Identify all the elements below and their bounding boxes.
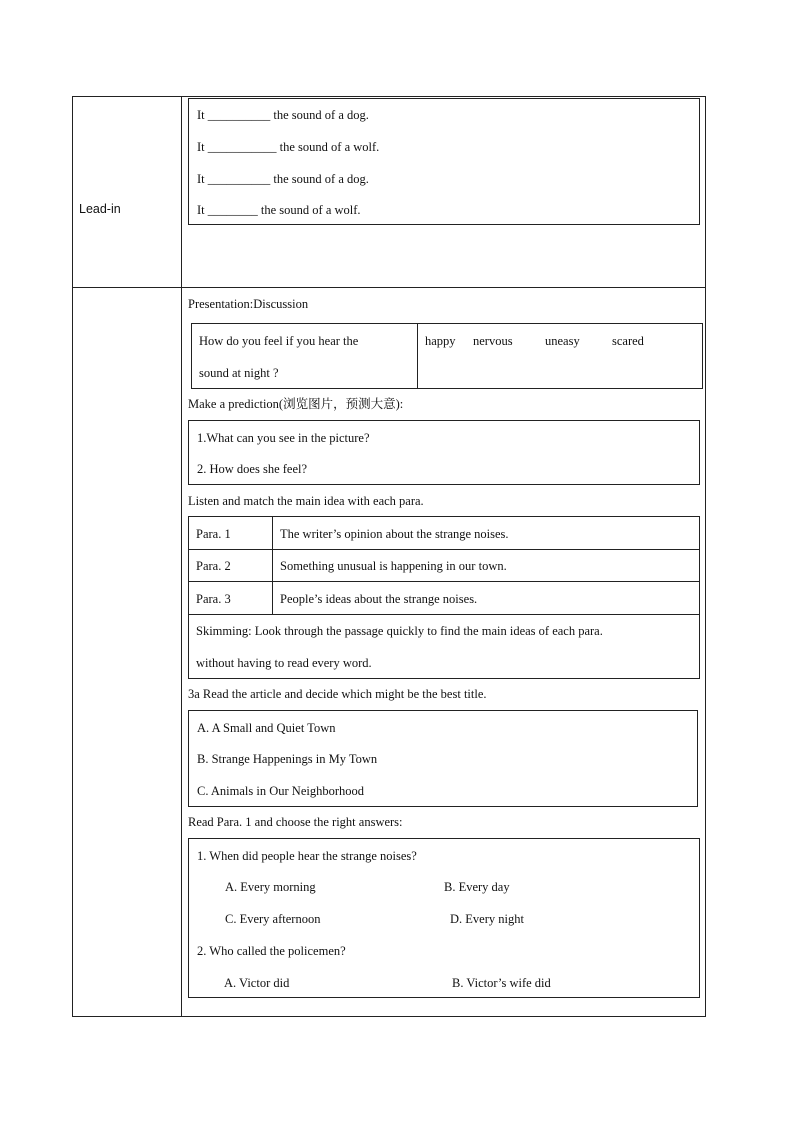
table-border-bottom [72,1016,706,1017]
match-row-divider-1 [189,549,699,550]
para1-q1: 1. When did people hear the strange noises? [197,849,417,863]
lead-in-label: Lead-in [79,202,121,216]
feeling-nervous: nervous [473,334,513,348]
blank[interactable]: __________ [207,172,271,186]
para-1-label: Para. 1 [196,527,231,541]
skimming-line1: Skimming: Look through the passage quickly to find the main ideas of each para. [196,624,603,638]
para1-q1-option-b: B. Every day [444,880,510,894]
title-options-box [188,710,698,807]
para1-questions-box [188,838,700,998]
match-table [188,516,700,679]
para-3-label: Para. 3 [196,592,231,606]
para-3-idea: People’s ideas about the strange noises. [280,592,478,606]
table-row-divider [72,287,706,288]
presentation-heading: Presentation:Discussion [188,297,309,311]
table-border-left [72,96,73,1017]
para-2-idea: Something unusual is happening in our town. [280,559,507,573]
table-border-top [72,96,706,97]
match-row-divider-3 [189,614,699,615]
skimming-line2: without having to read every word. [196,656,372,670]
blank[interactable]: ___________ [207,140,277,154]
prediction-box [188,420,700,485]
feeling-uneasy: uneasy [545,334,580,348]
lead-in-line-2: It ___________ the sound of a wolf. [197,140,380,154]
para1-q1-option-c: C. Every afternoon [225,912,321,926]
para1-q1-option-a: A. Every morning [225,880,316,894]
table-border-right [705,96,706,1017]
para1-q2-option-b: B. Victor’s wife did [452,976,551,990]
prediction-q2: 2. How does she feel? [197,462,308,476]
table-column-divider [181,96,182,1017]
para1-task-heading: Read Para. 1 and choose the right answers: [188,815,403,829]
prediction-heading: Make a prediction(浏览图片，预测大意): [188,397,404,411]
title-option-b: B. Strange Happenings in My Town [197,752,378,766]
para1-q1-option-d: D. Every night [450,912,524,926]
discussion-question-line1: How do you feel if you hear the [199,334,359,348]
para1-q2: 2. Who called the policemen? [197,944,346,958]
blank[interactable]: ________ [207,203,258,217]
feeling-scared: scared [612,334,644,348]
lead-in-box [188,98,700,225]
para-1-idea: The writer’s opinion about the strange noises. [280,527,509,541]
feeling-happy: happy [425,334,456,348]
para-2-label: Para. 2 [196,559,231,573]
match-col-divider [272,517,273,614]
prediction-q1: 1.What can you see in the picture? [197,431,370,445]
discussion-divider [417,324,418,388]
title-option-a: A. A Small and Quiet Town [197,721,336,735]
title-option-c: C. Animals in Our Neighborhood [197,784,365,798]
match-row-divider-2 [189,581,699,582]
lead-in-line-3: It __________ the sound of a dog. [197,172,369,186]
blank[interactable]: __________ [207,108,271,122]
discussion-question-line2: sound at night ? [199,366,279,380]
para1-q2-option-a: A. Victor did [224,976,290,990]
lead-in-line-1: It __________ the sound of a dog. [197,108,369,122]
discussion-table [191,323,703,389]
lead-in-line-4: It ________ the sound of a wolf. [197,203,361,217]
listen-heading: Listen and match the main idea with each para. [188,494,424,508]
title-task-heading: 3a Read the article and decide which might be the best title. [188,687,487,701]
